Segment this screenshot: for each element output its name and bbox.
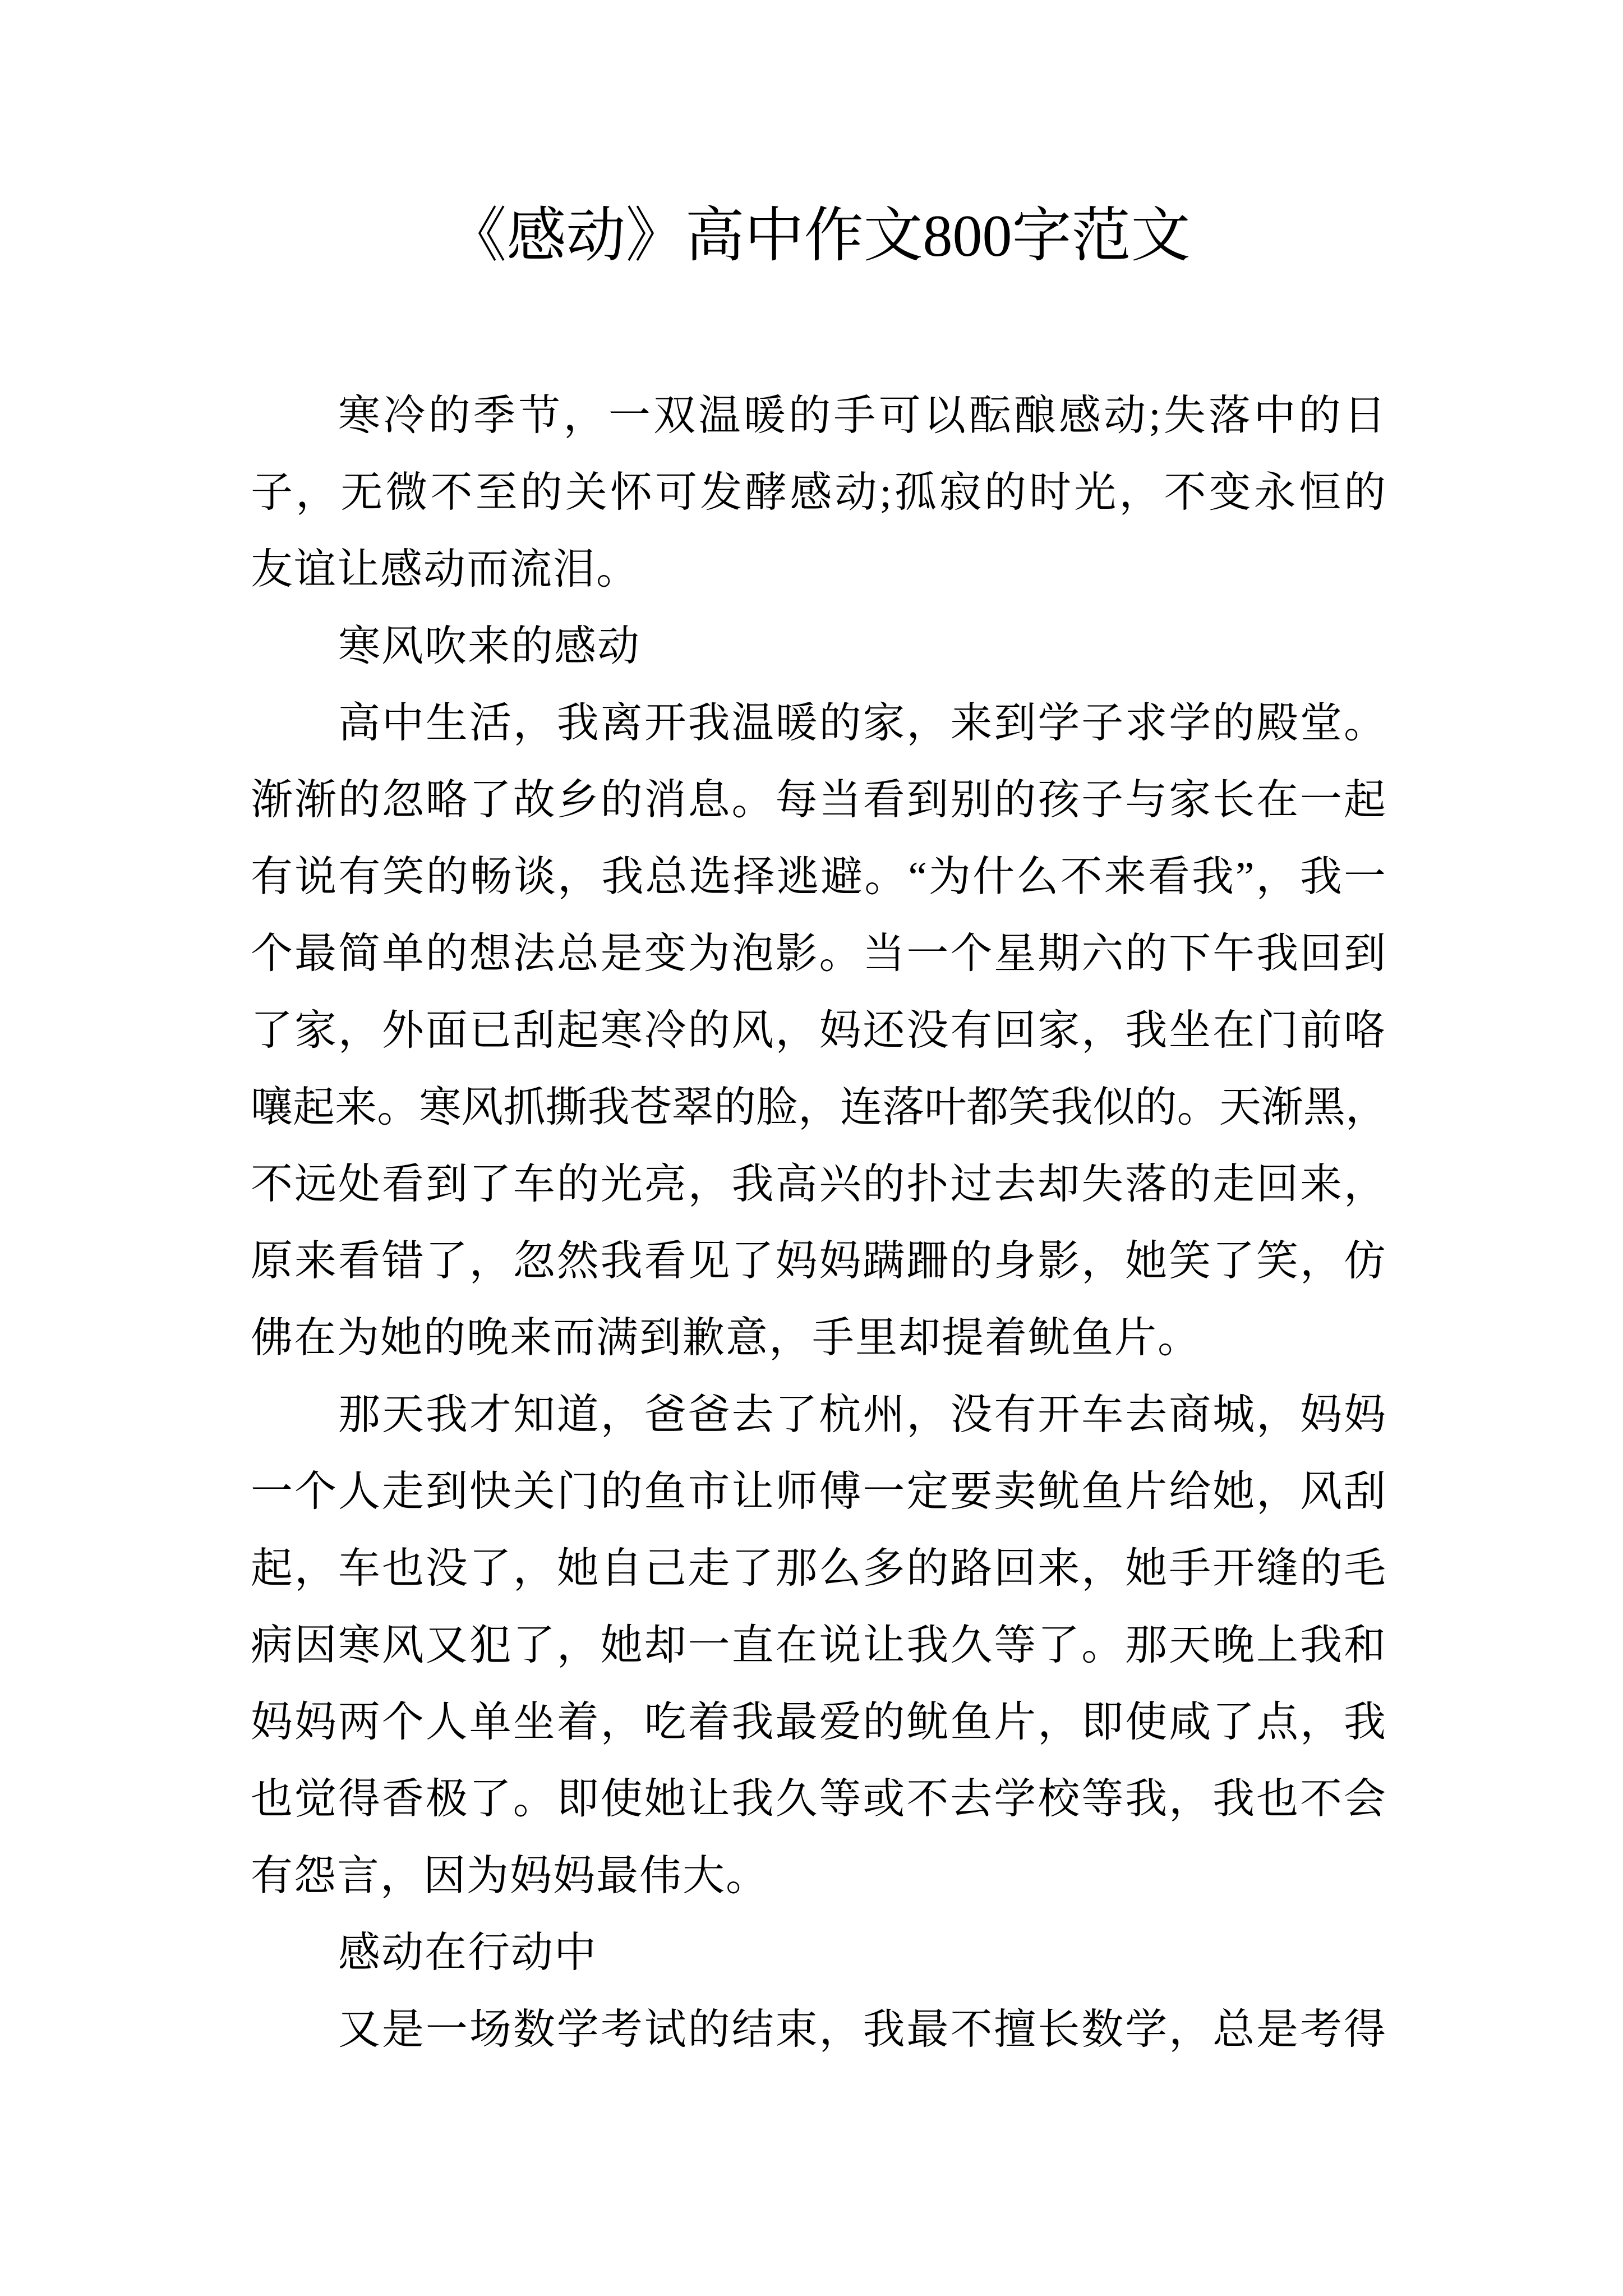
paragraph-line: 也觉得香极了。即使她让我久等或不去学校等我，我也不会 <box>251 1776 1387 1823</box>
paragraph-line: 病因寒风又犯了，她却一直在说让我久等了。那天晚上我和 <box>251 1622 1387 1669</box>
section-heading: 寒风吹来的感动 <box>338 623 641 670</box>
paragraph-line: 嚷起来。寒风抓撕我苍翠的脸，连落叶都笑我似的。天渐黑， <box>251 1084 1387 1131</box>
paragraph-line: 子，无微不至的关怀可发酵感动;孤寂的时光，不变永恒的 <box>251 470 1387 516</box>
paragraph-line: 友谊让感动而流泪。 <box>251 546 640 593</box>
document-title: 《感动》高中作文800字范文 <box>447 203 1191 269</box>
paragraph-line: 有说有笑的畅谈，我总选择逃避。“为什么不来看我”，我一 <box>251 854 1387 900</box>
paragraph-line: 寒冷的季节，一双温暖的手可以酝酿感动;失落中的日 <box>338 393 1387 439</box>
paragraph-line: 高中生活，我离开我温暖的家，来到学子求学的殿堂。 <box>338 700 1387 747</box>
paragraph-line: 佛在为她的晚来而满到歉意，手里却提着鱿鱼片。 <box>251 1315 1201 1361</box>
paragraph-line: 那天我才知道，爸爸去了杭州，没有开车去商城，妈妈 <box>338 1392 1387 1438</box>
paragraph-line: 起，车也没了，她自己走了那么多的路回来，她手开缝的毛 <box>251 1545 1387 1592</box>
document-body <box>251 378 1387 2068</box>
paragraph <box>251 685 1387 1377</box>
paragraph-line: 了家，外面已刮起寒冷的风，妈还没有回家，我坐在门前咯 <box>251 1007 1387 1054</box>
paragraph <box>251 1377 1387 1915</box>
paragraph-line: 个最简单的想法总是变为泡影。当一个星期六的下午我回到 <box>251 931 1387 977</box>
paragraph-line: 妈妈两个人单坐着，吃着我最爱的鱿鱼片，即使咸了点，我 <box>251 1699 1387 1746</box>
section-heading: 感动在行动中 <box>338 1930 598 1976</box>
paragraph-line: 又是一场数学考试的结束，我最不擅长数学，总是考得 <box>338 2007 1387 2053</box>
paragraph-line: 渐渐的忽略了故乡的消息。每当看到别的孩子与家长在一起 <box>251 777 1387 823</box>
paragraph <box>251 378 1387 608</box>
paragraph-line: 不远处看到了车的光亮，我高兴的扑过去却失落的走回来， <box>251 1161 1387 1208</box>
paragraph-line: 有怨言，因为妈妈最伟大。 <box>251 1853 769 1899</box>
paragraph <box>251 1991 1387 2068</box>
paragraph-line: 一个人走到快关门的鱼市让师傅一定要卖鱿鱼片给她，风刮 <box>251 1469 1387 1515</box>
paragraph-line: 原来看错了，忽然我看见了妈妈蹒跚的身影，她笑了笑，仿 <box>251 1238 1387 1285</box>
